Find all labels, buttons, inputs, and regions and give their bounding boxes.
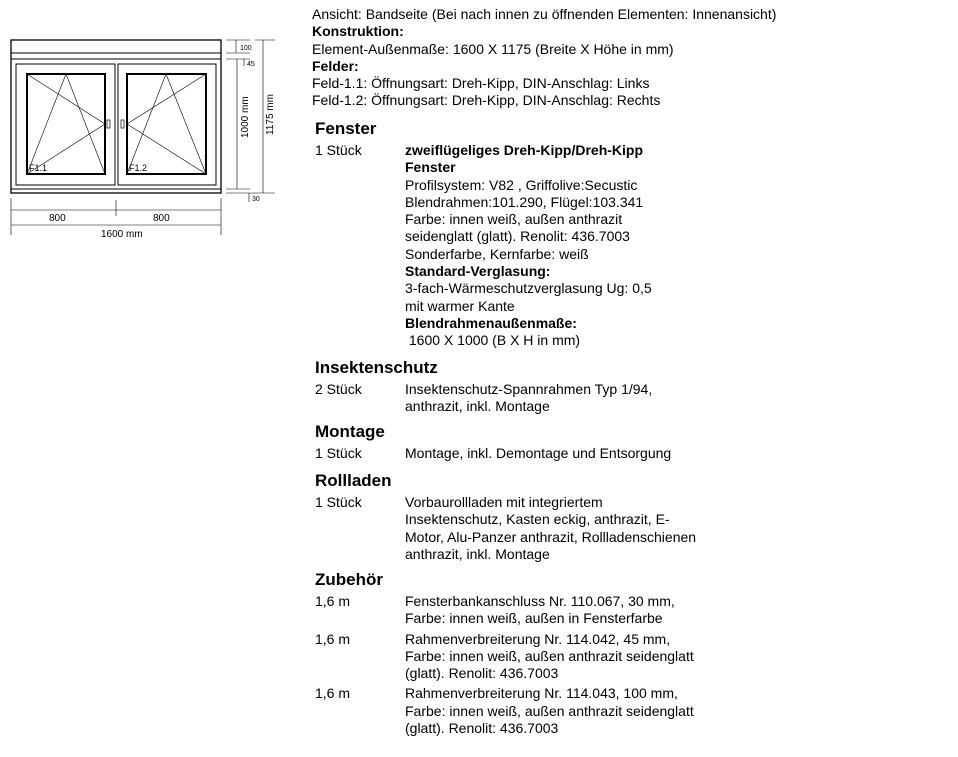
dim-total-width: 1600 mm	[101, 229, 143, 240]
view-text: Ansicht: Bandseite (Bei nach innen zu öffnenden Elementen: Innenansicht)	[312, 6, 777, 22]
desc-line: zweiflügeliges Dreh-Kipp/Dreh-Kipp	[405, 142, 644, 158]
quantity: 1,6 m	[315, 685, 351, 702]
dim-bottom: 30	[252, 196, 260, 203]
section-zubehoer	[315, 570, 735, 740]
quantity: 1 Stück	[315, 494, 362, 510]
desc-line: Blendrahmen:101.290, Flügel:103.341	[405, 193, 644, 210]
header-info	[312, 6, 776, 110]
desc-line: Standard-Verglasung:	[405, 263, 551, 280]
description: Montage, inkl. Demontage und Entsorgung	[405, 445, 672, 461]
list-item	[315, 593, 735, 628]
desc-line: Fenster	[405, 159, 456, 176]
description: Fensterbankanschluss Nr. 110.067, 30 mm, Farbe: innen weiß, außen in Fensterfarbe	[405, 593, 675, 627]
quantity: 1 Stück	[315, 445, 362, 461]
section-title: Montage	[315, 422, 385, 441]
desc-line: Sonderfarbe, Kernfarbe: weiß	[405, 245, 589, 262]
desc-line: Profilsystem: V82 , Griffolive:Secustic	[405, 176, 638, 193]
desc-line: seidenglatt (glatt). Renolit: 436.7003	[405, 228, 630, 245]
desc-line: 1600 X 1000 (B X H in mm)	[405, 332, 581, 349]
description: Rahmenverbreiterung Nr. 114.042, 45 mm, Farbe: innen weiß, außen anthrazit seidenglatt (glatt). Renolit: 436.7003	[405, 630, 694, 682]
section-insektenschutz	[315, 358, 735, 419]
dim-top: 100	[240, 45, 252, 52]
section-title: Fenster	[315, 119, 377, 138]
description: Rahmenverbreiterung Nr. 114.043, 100 mm, Farbe: innen weiß, außen anthrazit seidenglatt (glatt). Renolit: 436.7003	[405, 685, 694, 737]
quantity: 1 Stück	[315, 142, 362, 158]
section-title: Insektenschutz	[315, 358, 438, 377]
section-montage	[315, 422, 735, 465]
section-fenster	[315, 119, 735, 353]
section-title: Rollladen	[315, 471, 392, 490]
construction-label: Konstruktion:	[312, 23, 404, 40]
section-title: Zubehör	[315, 570, 383, 589]
description: Vorbaurollladen mit integriertem Insektenschutz, Kasten eckig, anthrazit, E-Motor, Alu-Panzer anthrazit, Rollladenschienen anthrazit, inkl. Montage	[405, 494, 697, 562]
field-2: Feld-1.2: Öffnungsart: Dreh-Kipp, DIN-Anschlag: Rechts	[312, 92, 661, 109]
dim-height: 1000 mm	[240, 96, 251, 138]
window-drawing	[0, 30, 290, 245]
fields-label: Felder:	[312, 57, 359, 74]
dim-right-width: 800	[153, 213, 170, 224]
desc-line: mit warmer Kante	[405, 297, 515, 314]
dim-total-height: 1175 mm	[265, 94, 276, 135]
dim-gap: 45	[247, 61, 255, 68]
element-dimensions: Element-Außenmaße: 1600 X 1175 (Breite X Höhe in mm)	[312, 40, 674, 57]
field-1: Feld-1.1: Öffnungsart: Dreh-Kipp, DIN-Anschlag: Links	[312, 75, 650, 92]
quantity: 1,6 m	[315, 593, 351, 609]
dim-left-width: 800	[49, 213, 66, 224]
list-item	[315, 631, 735, 683]
section-rollladen	[315, 471, 735, 566]
description: Insektenschutz-Spannrahmen Typ 1/94, anthrazit, inkl. Montage	[405, 381, 653, 415]
description	[405, 142, 705, 350]
quantity: 1,6 m	[315, 630, 351, 647]
desc-line: Blendrahmenaußenmaße:	[405, 314, 577, 331]
field-label-1: F1.1	[29, 163, 48, 173]
list-item	[315, 685, 735, 737]
desc-line: 3-fach-Wärmeschutzverglasung Ug: 0,5	[405, 280, 652, 297]
field-label-2: F1.2	[129, 163, 148, 173]
quantity: 2 Stück	[315, 381, 362, 397]
desc-line: Farbe: innen weiß, außen anthrazit	[405, 211, 623, 228]
